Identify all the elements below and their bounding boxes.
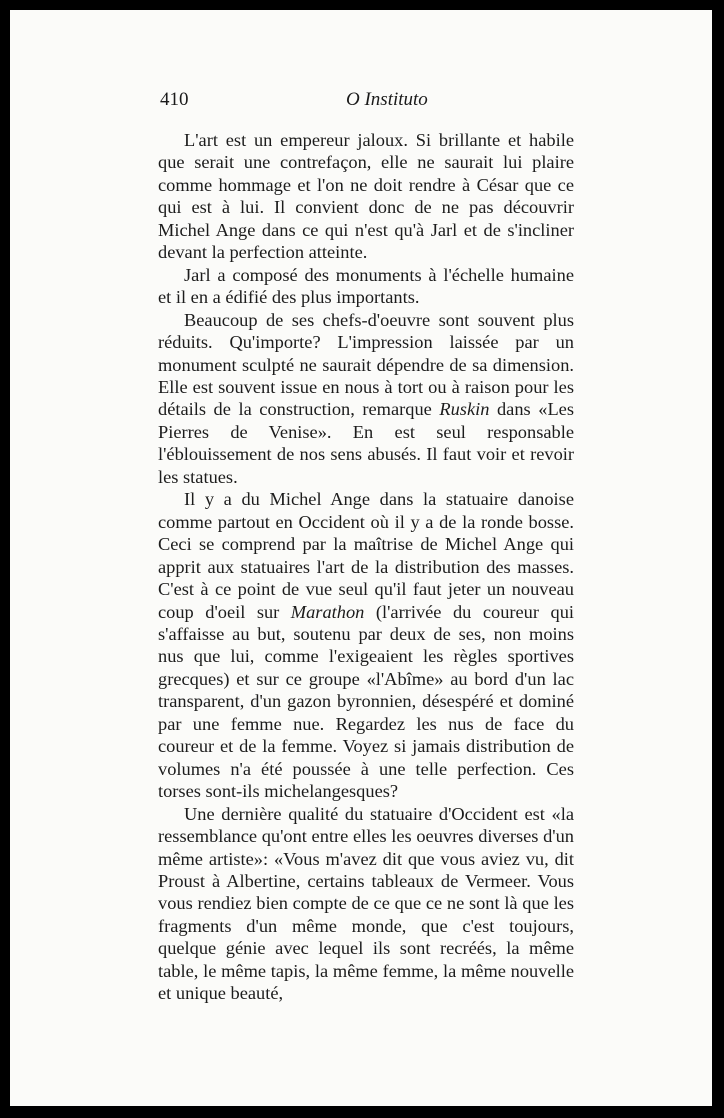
text-segment: Jarl a composé des monuments à l'échelle humaine et il en a édifié des plus importants. [158, 264, 574, 308]
text-segment: Il y a du Michel Ange dans la statuaire danoise comme partout en Occident où il y a de la ronde bosse. Ceci se comprend par la maîtrise de Michel Ange qui apprit aux statuaires l'art de la distribution des masses. C'est à ce point de vue seul qu'il faut jeter un nouveau coup d'oeil sur [158, 489, 574, 622]
text-segment: Une dernière qualité du statuaire d'Occident est «la ressemblance qu'ont entre elles les oeuvres diverses d'un même artiste»: «Vous m'avez dit que vous aviez vu, dit Proust à Albertine, certains tableaux de Vermeer. Vous vous rendiez bien compte de ce que ce ne sont là que les fragments d'un même monde, que c'est toujours, quelque génie avec lequel ils sont recréés, la même table, le même tapis, la même femme, la même nouvelle et unique beauté, [158, 803, 574, 1004]
paragraph [158, 264, 574, 309]
page-header [160, 89, 572, 119]
text-segment: Beaucoup de ses chefs-d'oeuvre sont souvent plus réduits. Qu'importe? L'impression laissée par un monument sculpté ne saurait dépendre de sa dimension. Elle est souvent issue en nous à tort ou à raison pour les détails de la construction, remarque [158, 309, 574, 420]
running-title: O Instituto [346, 89, 428, 110]
paragraph [158, 129, 574, 264]
text-segment: (l'arrivée du coureur qui s'affaisse au but, soutenu par deux de ses, non moins nus que lui, comme l'exigeaient les règles sportives grecques) et sur ce groupe «l'Abîme» au bord d'un lac transparent, d'un gazon byronnien, désespéré et dominé par une femme nue. Regardez les nus de face du coureur et de la femme. Voyez si jamais distribution de volumes n'a été poussée à une telle perfection. Ces torses sont-ils michelangesques? [158, 601, 574, 802]
text-segment: L'art est un empereur jaloux. Si brillante et habile que serait une contrefaçon, elle ne saurait lui plaire comme hommage et l'on ne doit rendre à César que ce qui est à lui. Il convient donc de ne pas découvrir Michel Ange dans ce qui n'est qu'à Jarl et de s'incliner devant la perfection atteinte. [158, 130, 574, 263]
italic-title: Marathon [290, 601, 365, 622]
page [10, 10, 712, 1106]
page-number: 410 [160, 89, 189, 110]
paragraph [158, 309, 574, 489]
body-text [158, 129, 574, 1005]
text-segment: dans «Les Pierres de Venise». En est seul responsable l'éblouissement de nos sens abusés. Il faut voir et revoir les statues. [158, 399, 574, 487]
italic-title: Ruskin [439, 399, 490, 420]
paragraph [158, 488, 574, 802]
paragraph [158, 803, 574, 1005]
